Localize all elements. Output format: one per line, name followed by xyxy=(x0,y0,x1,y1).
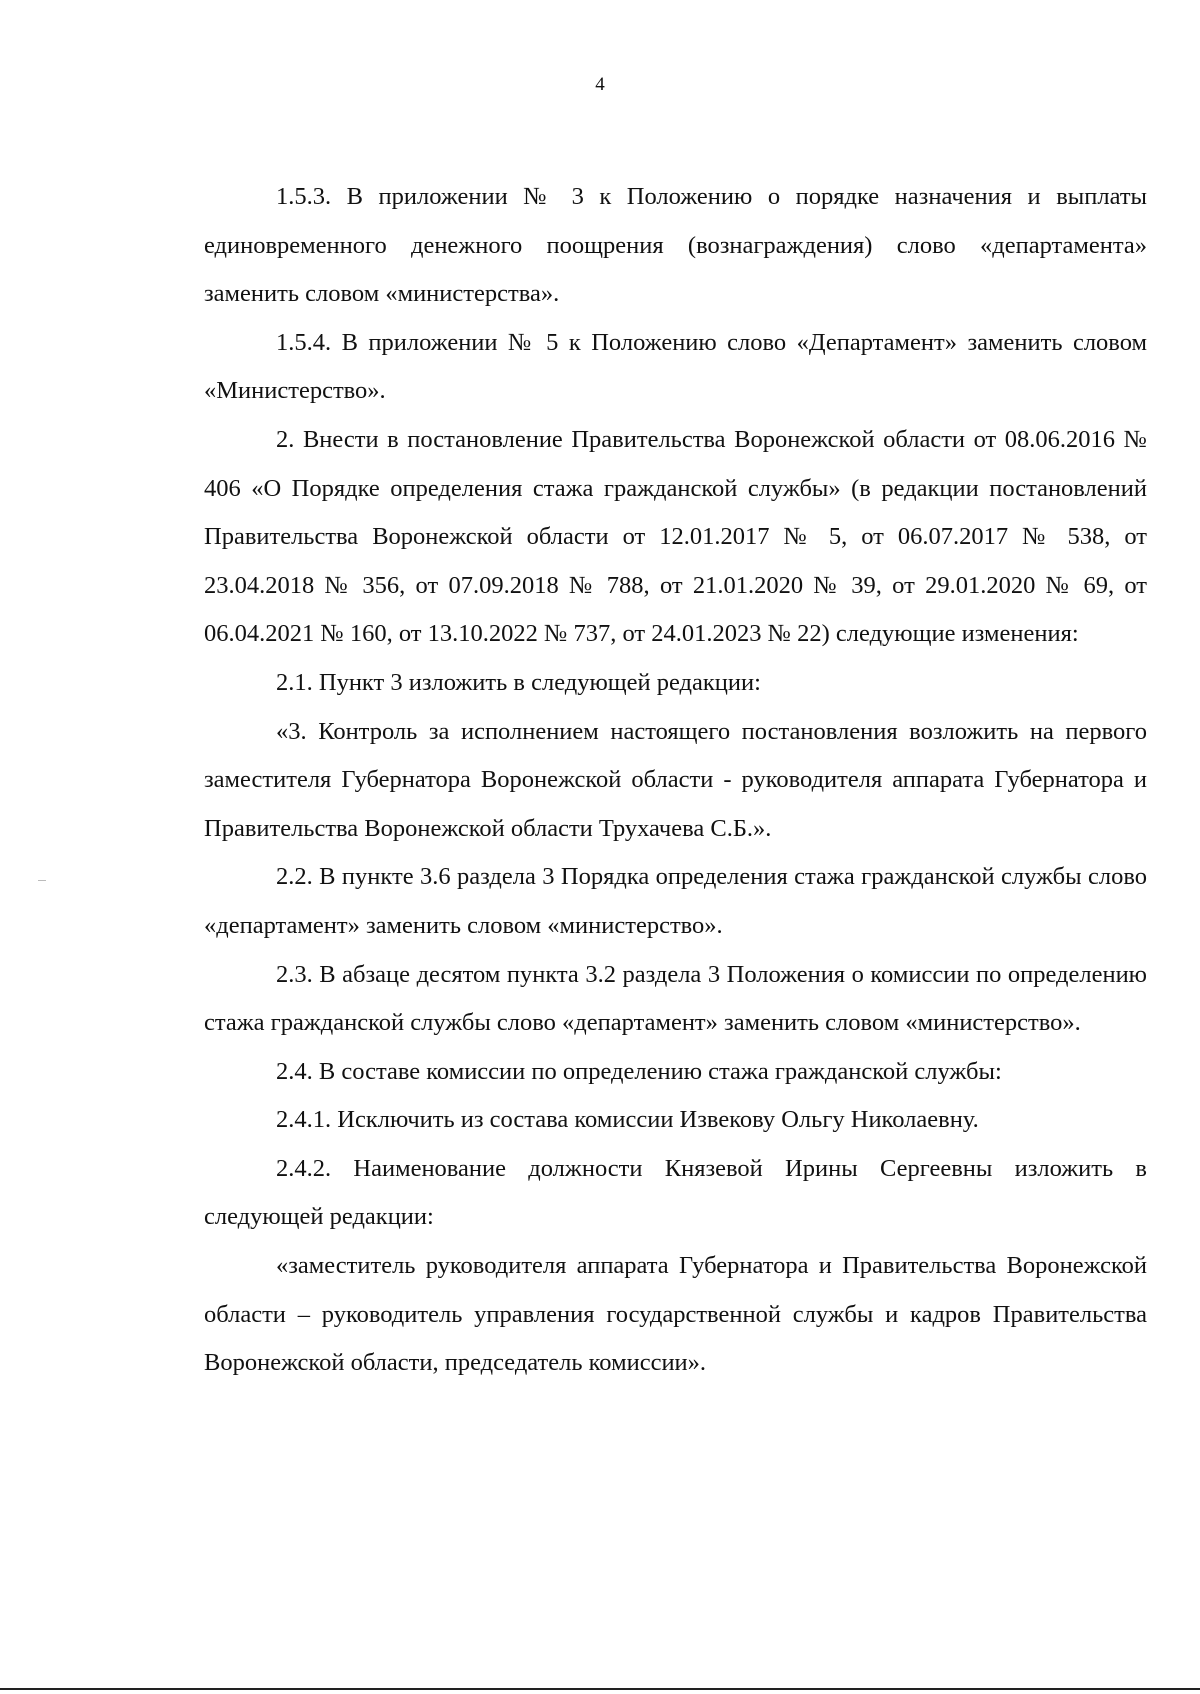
paragraph-1-5-3: 1.5.3. В приложении № 3 к Положению о порядке назначения и выплаты единовременного денежного поощрения (вознаграждения) слово «департамента» заменить словом «министерства». xyxy=(204,183,1147,308)
paragraph-2-4-1: 2.4.1. Исключить из состава комиссии Извекову Ольгу Николаевну. xyxy=(276,1106,979,1134)
paragraph-2: 2. Внести в постановление Правительства Воронежской области от 08.06.2016 № 406 «О Порядке определения стажа гражданской службы» (в редакции постановлений Правительства Воронежской области от 12.01.2017 № 5, от 06.07.2017 № 538, от 23.04.2018 № 356, от 07.09.2018 № 788, от 21.01.2020 № 39, от 29.01.2020 № 69, от 06.04.2021 № 160, от 13.10.2022 № 737, от 24.01.2023 № 22) следующие изменения: xyxy=(204,425,1147,648)
paragraph-2-4-2-quote: «заместитель руководителя аппарата Губернатора и Правительства Воронежской области – руководитель управления государственной службы и кадров Правительства Воронежской области, председатель комиссии». xyxy=(204,1252,1147,1377)
paragraph-1-5-4: 1.5.4. В приложении № 5 к Положению слово «Департамент» заменить словом «Министерство». xyxy=(204,328,1147,405)
page-number: 4 xyxy=(595,74,605,95)
paragraph-2-4: 2.4. В составе комиссии по определению стажа гражданской службы: xyxy=(276,1057,1002,1085)
paragraph-2-4-2: 2.4.2. Наименование должности Князевой Ирины Сергеевны изложить в следующей редакции: xyxy=(204,1154,1147,1231)
scan-edge-mark xyxy=(38,880,46,881)
paragraph-2-1: 2.1. Пункт 3 изложить в следующей редакции: xyxy=(276,668,761,696)
paragraph-2-2: 2.2. В пункте 3.6 раздела 3 Порядка определения стажа гражданской службы слово «департамент» заменить словом «министерство». xyxy=(204,863,1147,939)
bottom-scan-edge-line xyxy=(0,1688,1200,1690)
document-body xyxy=(204,173,1147,1388)
paragraph-2-3: 2.3. В абзаце десятом пункта 3.2 раздела 3 Положения о комиссии по определению стажа гражданской службы слово «департамент» заменить словом «министерство». xyxy=(204,960,1147,1037)
paragraph-2-1-quote: «3. Контроль за исполнением настоящего постановления возложить на первого заместителя Губернатора Воронежской области - руководителя аппарата Губернатора и Правительства Воронежской области Трухачева С.Б.». xyxy=(204,717,1147,842)
